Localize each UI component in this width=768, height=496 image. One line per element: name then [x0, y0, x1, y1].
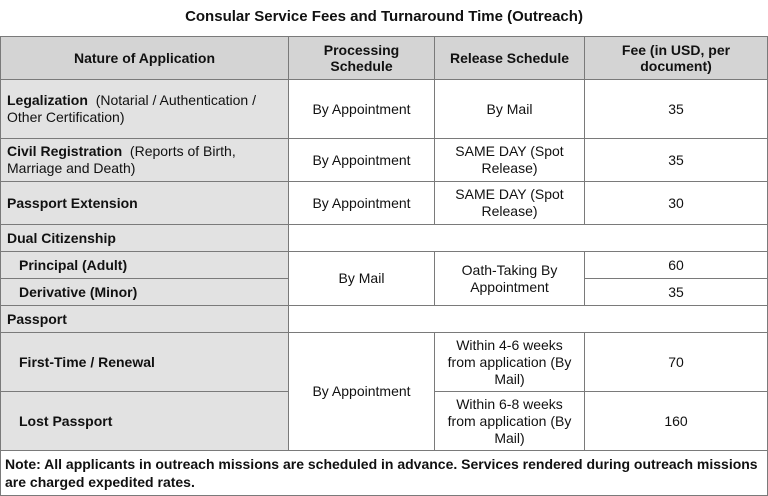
- passport-ext-processing: By Appointment: [289, 182, 435, 225]
- dual-derivative-name: Derivative (Minor): [1, 279, 289, 306]
- legalization-name-cell: [1, 80, 289, 139]
- passport-ext-name-cell: [1, 182, 289, 225]
- dual-group-label: Dual Citizenship: [1, 225, 289, 252]
- table-row: [1, 306, 768, 333]
- passport-ext-name: Passport Extension: [7, 194, 138, 211]
- passport-ext-release: SAME DAY (Spot Release): [435, 182, 585, 225]
- passport-lost-name: Lost Passport: [1, 392, 289, 451]
- table-row: [1, 252, 768, 279]
- legalization-release: By Mail: [435, 80, 585, 139]
- passport-ext-fee: 30: [585, 182, 768, 225]
- passport-processing: By Appointment: [289, 333, 435, 451]
- header-release: Release Schedule: [435, 37, 585, 80]
- dual-derivative-fee: 35: [585, 279, 768, 306]
- civil-name: Civil Registration: [7, 143, 123, 159]
- civil-name-cell: [1, 139, 289, 182]
- passport-first-release: Within 4-6 weeks from application (By Mail): [435, 333, 585, 392]
- passport-group-label: Passport: [1, 306, 289, 333]
- header-fee: Fee (in USD, per document): [585, 37, 768, 80]
- dual-group-blank: [289, 225, 768, 252]
- dual-principal-name: Principal (Adult): [1, 252, 289, 279]
- table-row: [1, 80, 768, 139]
- civil-fee: 35: [585, 139, 768, 182]
- header-nature: Nature of Application: [1, 37, 289, 80]
- civil-detail: (Reports of Birth, Marriage and Death): [7, 143, 236, 176]
- legalization-name: Legalization: [7, 92, 88, 108]
- table-row: [1, 225, 768, 252]
- passport-first-name: First-Time / Renewal: [1, 333, 289, 392]
- passport-first-fee: 70: [585, 333, 768, 392]
- header-row: [1, 37, 768, 80]
- dual-principal-fee: 60: [585, 252, 768, 279]
- note-row: [1, 451, 768, 496]
- civil-release: SAME DAY (Spot Release): [435, 139, 585, 182]
- header-processing: Processing Schedule: [289, 37, 435, 80]
- page-title: Consular Service Fees and Turnaround Time (Outreach): [185, 8, 583, 25]
- table-row: [1, 182, 768, 225]
- legalization-detail: (Notarial / Authentication / Other Certification): [7, 92, 256, 125]
- passport-lost-fee: 160: [585, 392, 768, 451]
- dual-release: Oath-Taking By Appointment: [435, 252, 585, 306]
- fees-table: [0, 36, 768, 496]
- note-text: Note: All applicants in outreach missions are scheduled in advance. Services rendered during outreach missions are charged expedited rates.: [1, 451, 768, 496]
- passport-group-blank: [289, 306, 768, 333]
- passport-lost-release: Within 6-8 weeks from application (By Mail): [435, 392, 585, 451]
- table-row: [1, 333, 768, 392]
- table-row: [1, 139, 768, 182]
- legalization-fee: 35: [585, 80, 768, 139]
- civil-processing: By Appointment: [289, 139, 435, 182]
- dual-processing: By Mail: [289, 252, 435, 306]
- legalization-processing: By Appointment: [289, 80, 435, 139]
